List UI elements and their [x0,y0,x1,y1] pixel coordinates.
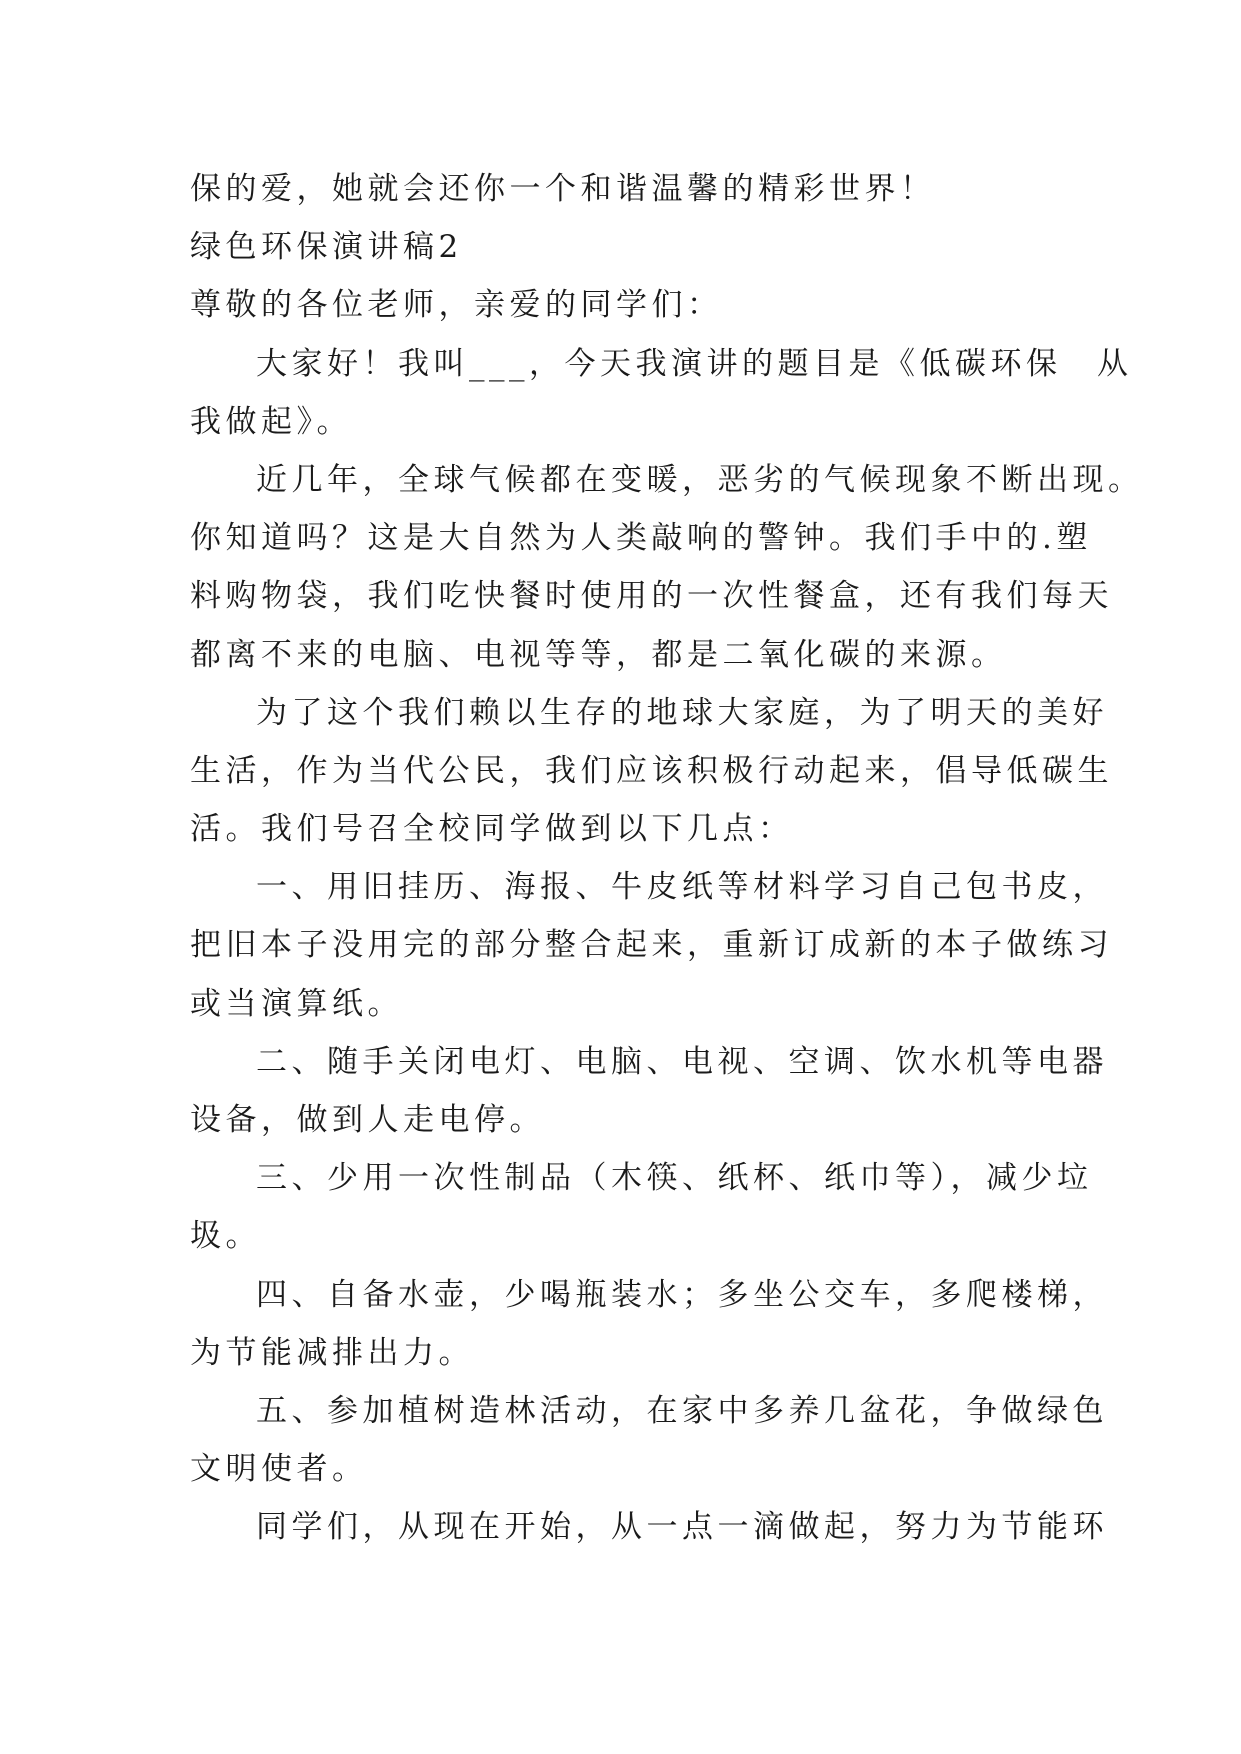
text-line: 为了这个我们赖以生存的地球大家庭，为了明天的美好 [256,694,1108,731]
text-line: 我做起》。 [190,403,352,440]
text-line: 你知道吗？这是大自然为人类敲响的警钟。我们手中的.塑 [190,520,1092,557]
document-body [190,160,1144,1557]
text-line: 为节能减排出力。 [190,1334,474,1371]
text-line: 保的爱，她就会还你一个和谐温馨的精彩世界！ [190,171,936,207]
text-line: 同学们，从现在开始，从一点一滴做起，努力为节能环 [256,1509,1108,1546]
salutation: 尊敬的各位老师，亲爱的同学们： [190,287,723,324]
text-line: 圾。 [190,1218,261,1255]
text-line: 生活，作为当代公民，我们应该积极行动起来，倡导低碳生 [190,752,1113,789]
text-line: 设备，做到人走电停。 [190,1102,545,1138]
text-line: 都离不来的电脑、电视等等，都是二氧化碳的来源。 [190,636,1007,673]
text-line: 大家好！我叫___，今天我演讲的题目是《低碳环保 从 [256,345,1133,382]
text-line: 近几年，全球气候都在变暖，恶劣的气候现象不断出现。 [256,461,1144,498]
section-title: 绿色环保演讲稿2 [190,229,463,266]
text-line: 料购物袋，我们吃快餐时使用的一次性餐盒，还有我们每天 [190,578,1113,615]
text-line: 四、自备水壶，少喝瓶装水；多坐公交车，多爬楼梯， [256,1276,1108,1313]
text-line: 一、用旧挂历、海报、牛皮纸等材料学习自己包书皮， [256,869,1108,906]
text-line: 把旧本子没用完的部分整合起来，重新订成新的本子做练习 [190,927,1113,964]
text-line: 二、随手关闭电灯、电脑、电视、空调、饮水机等电器 [256,1043,1108,1080]
text-line: 或当演算纸。 [190,985,403,1022]
text-line: 文明使者。 [190,1451,368,1488]
text-line: 活。我们号召全校同学做到以下几点： [190,811,794,848]
text-line: 三、少用一次性制品（木筷、纸杯、纸巾等），减少垃 [256,1160,1093,1197]
text-line: 五、参加植树造林活动，在家中多养几盆花，争做绿色 [256,1392,1108,1429]
